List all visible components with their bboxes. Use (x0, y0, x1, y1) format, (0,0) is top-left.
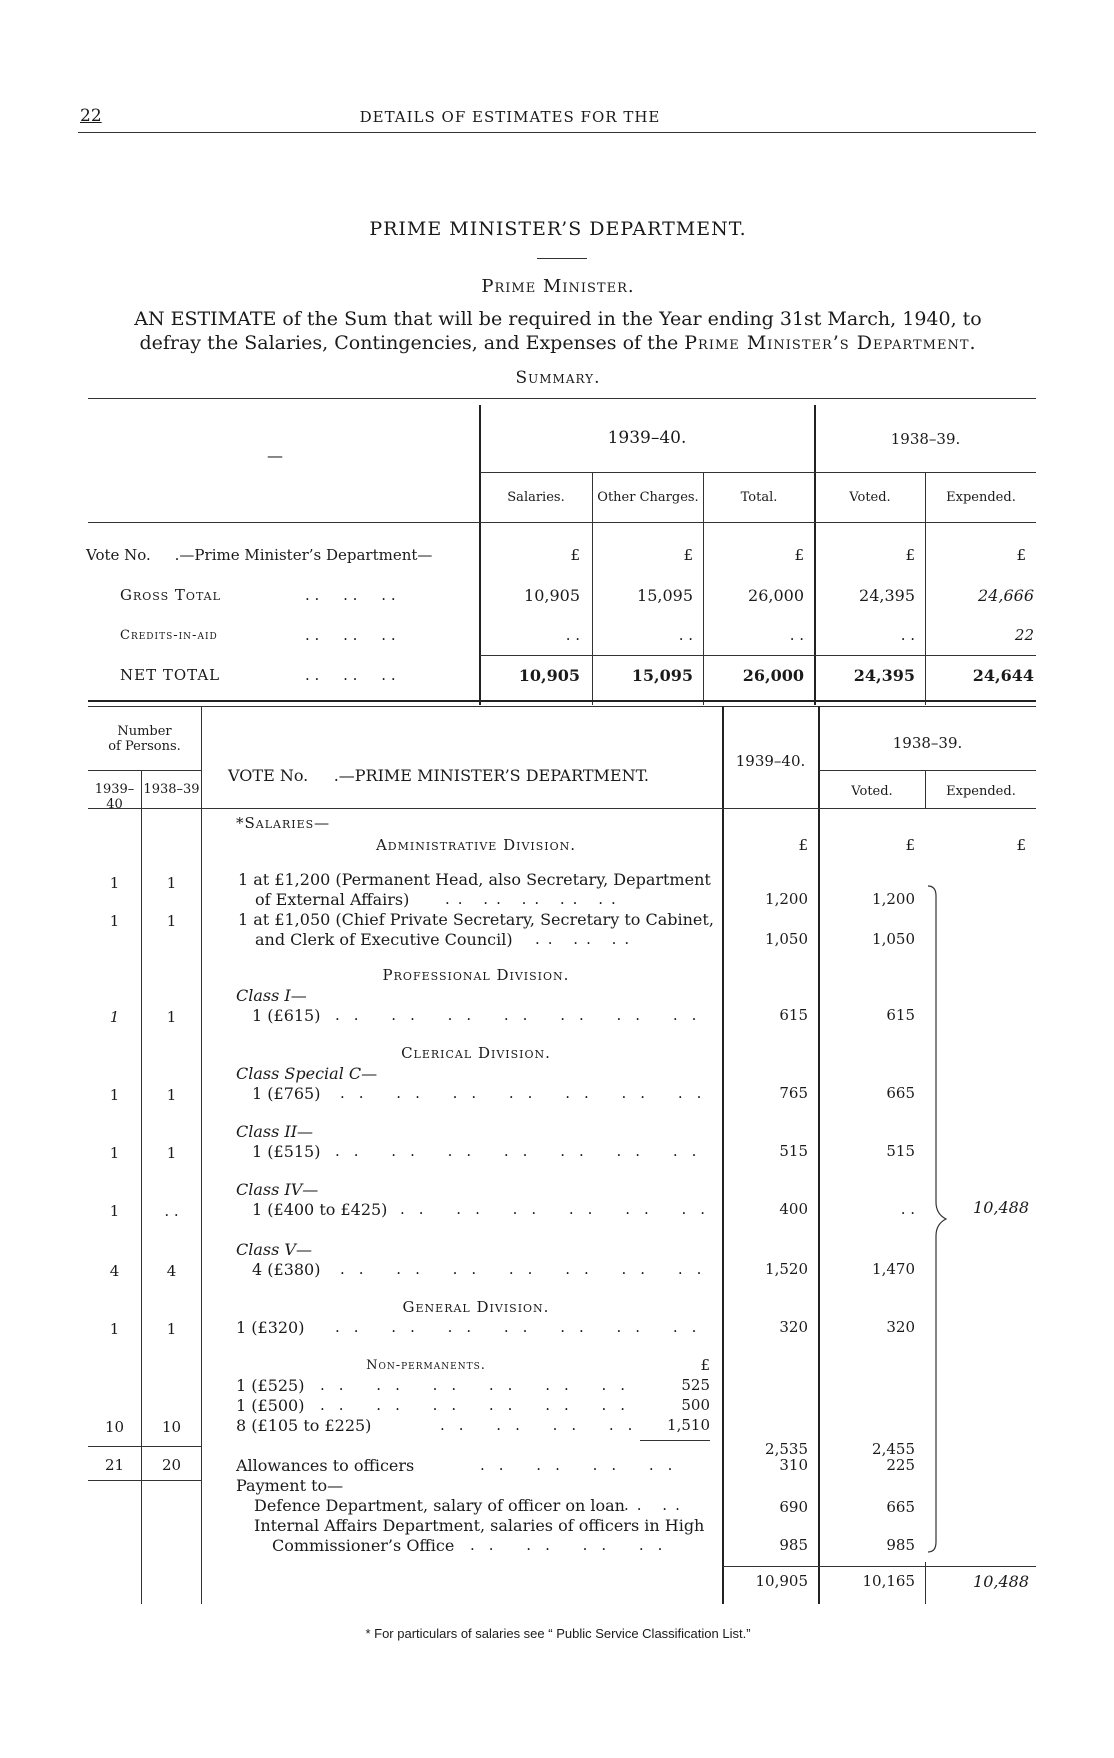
amount-defence-current: 690 (779, 1498, 808, 1516)
summary-year-rule (480, 472, 1036, 473)
class-v-item: 4 (£380) (252, 1260, 321, 1279)
amount-total-expended: 10,488 (973, 1572, 1029, 1591)
internal-leader: .. .. .. .. (470, 1536, 677, 1554)
detail-col-expended: Expended. (946, 784, 1016, 799)
class-iv-label: Class IV— (236, 1180, 319, 1199)
gross-total-dots: . . . . . . (305, 586, 396, 604)
net-total-dots: . . . . . . (305, 666, 396, 684)
np-item-1-leader: .. .. .. .. .. .. (320, 1376, 640, 1394)
summary-vote-label: Vote No. .—Prime Minister’s Department— (86, 546, 433, 564)
gross-other: 15,095 (637, 586, 693, 605)
amount-total-current: 10,905 (755, 1572, 808, 1590)
title-rule (537, 258, 587, 259)
class-special-c-item: 1 (£765) (252, 1084, 321, 1103)
totals-rule (723, 1566, 1036, 1567)
credits-label: Credits-in-aid (120, 628, 218, 643)
general-division: General Division. (402, 1298, 550, 1316)
persons-class-special-c-1938: 1 (166, 1086, 177, 1104)
net-expended: 24,644 (972, 666, 1034, 685)
summary-col-other: Other Charges. (597, 490, 699, 505)
number-of-persons-header: Number of Persons. (108, 724, 181, 754)
amount-total-voted: 10,165 (862, 1572, 915, 1590)
persons-np-1938: 10 (161, 1418, 182, 1436)
gross-voted: 24,395 (859, 586, 915, 605)
summary-col-total: Total. (740, 490, 778, 505)
persons-class-ii-1939: 1 (109, 1144, 120, 1162)
persons-admin1-1938: 1 (166, 874, 177, 892)
summary-dash: — (267, 446, 283, 465)
footnote: * For particulars of salaries see “ Public Service Classification List.” (365, 1626, 751, 1641)
persons-general-1939: 1 (109, 1320, 120, 1338)
class-special-c-leader: .. .. .. .. .. .. .. (340, 1084, 716, 1102)
summary-net-rule (480, 655, 1036, 656)
amount-admin2-voted: 1,050 (872, 930, 915, 948)
detail-vline-persons (201, 706, 202, 1604)
subtitle: Prime Minister. (481, 276, 635, 297)
internal-line-1: Internal Affairs Department, salaries of officers in High (254, 1516, 705, 1535)
clerical-division: Clerical Division. (401, 1044, 551, 1062)
amount-class-ii-voted: 515 (886, 1142, 915, 1160)
persons-total-1939: 21 (104, 1456, 125, 1474)
class-i-item: 1 (£615) (252, 1006, 321, 1025)
persons-admin2-1938: 1 (166, 912, 177, 930)
summary-pound-other: £ (683, 546, 693, 564)
admin-line-1a: 1 at £1,200 (Permanent Head, also Secretary, Department (238, 870, 711, 889)
amount-class-v-current: 1,520 (765, 1260, 808, 1278)
detail-year-prev: 1938–39. (892, 734, 963, 752)
persons-class-iv-1938: . . (164, 1202, 179, 1220)
expended-brace-icon (924, 884, 954, 1554)
detail-vline-persons-mid (141, 770, 142, 1604)
credits-salaries: . . (565, 626, 580, 644)
general-leader: .. .. .. .. .. .. .. (335, 1318, 711, 1336)
np-item-2: 1 (£500) (236, 1396, 305, 1415)
persons-class-v-1939: 4 (109, 1262, 120, 1280)
summary-col-expended: Expended. (946, 490, 1016, 505)
persons-total-rule-top (88, 1446, 201, 1447)
amount-class-v-voted: 1,470 (872, 1260, 915, 1278)
page-number: 22 (80, 106, 102, 126)
class-v-label: Class V— (236, 1240, 312, 1259)
summary-pound-voted: £ (905, 546, 915, 564)
gross-total-label: Gross Total (120, 586, 221, 604)
summary-pound-salaries: £ (570, 546, 580, 564)
pound-current: £ (798, 836, 808, 854)
amount-defence-voted: 665 (886, 1498, 915, 1516)
np-item-1: 1 (£525) (236, 1376, 305, 1395)
persons-class-ii-1938: 1 (166, 1144, 177, 1162)
amount-class-i-current: 615 (779, 1006, 808, 1024)
amount-class-iv-voted: . . (900, 1200, 915, 1218)
admin-line-1b: of External Affairs) (255, 890, 410, 909)
credits-voted: . . (900, 626, 915, 644)
detail-head-rule (88, 808, 1036, 809)
amount-admin1-voted: 1,200 (872, 890, 915, 908)
header-rule (78, 132, 1036, 133)
amount-admin2-current: 1,050 (765, 930, 808, 948)
amount-general-voted: 320 (886, 1318, 915, 1336)
non-permanents: Non-permanents. (366, 1358, 486, 1373)
detail-year-current: 1939–40. (735, 752, 806, 770)
amount-class-special-c-current: 765 (779, 1084, 808, 1102)
summary-pound-expended: £ (1016, 546, 1026, 564)
vote-heading: VOTE No. .—PRIME MINISTER’S DEPARTMENT. (228, 766, 649, 785)
np-item-2-leader: .. .. .. .. .. .. (320, 1396, 640, 1414)
net-other: 15,095 (631, 666, 693, 685)
amount-np-voted: 2,455 (872, 1440, 915, 1458)
persons-head-rule (88, 770, 201, 771)
amount-np-current: 2,535 (765, 1440, 808, 1458)
summary-col-voted: Voted. (849, 490, 891, 505)
persons-class-v-1938: 4 (166, 1262, 177, 1280)
class-i-leader: .. .. .. .. .. .. .. (335, 1006, 711, 1024)
class-i-label: Class I— (236, 986, 307, 1005)
professional-division: Professional Division. (382, 966, 570, 984)
summary-label: Summary. (515, 368, 601, 388)
summary-pound-total: £ (794, 546, 804, 564)
prev-year-head-rule (819, 770, 1036, 771)
credits-expended: 22 (1014, 626, 1034, 644)
np-pound: £ (700, 1356, 710, 1374)
class-v-leader: .. .. .. .. .. .. .. (340, 1260, 716, 1278)
credits-other: . . (678, 626, 693, 644)
np-subtotal-rule (640, 1440, 710, 1441)
persons-1938-header: 1938–39 (143, 782, 200, 797)
persons-total-1938: 20 (161, 1456, 182, 1474)
persons-class-iv-1939: 1 (109, 1202, 120, 1220)
salaries-heading: *Salaries— (236, 814, 331, 832)
class-ii-label: Class II— (236, 1122, 314, 1141)
internal-line-2: Commissioner’s Office (272, 1536, 455, 1555)
detail-col-voted: Voted. (851, 784, 893, 799)
allowances-leader: .. .. .. .. (480, 1456, 687, 1474)
credits-total: . . (789, 626, 804, 644)
persons-admin2-1939: 1 (109, 912, 120, 930)
gross-expended: 24,666 (978, 586, 1034, 605)
persons-total-rule-bottom (88, 1480, 201, 1481)
persons-np-1939: 10 (104, 1418, 125, 1436)
net-total-label: NET TOTAL (120, 666, 221, 684)
gross-total: 26,000 (748, 586, 804, 605)
amount-class-i-voted: 615 (886, 1006, 915, 1024)
amount-admin1-current: 1,200 (765, 890, 808, 908)
estimate-line-2-prefix: defray the Salaries, Contingencies, and Expenses of the (139, 332, 685, 354)
running-title: DETAILS OF ESTIMATES FOR THE (359, 108, 661, 126)
amount-class-ii-current: 515 (779, 1142, 808, 1160)
amount-allowances-current: 310 (779, 1456, 808, 1474)
summary-head-rule (88, 522, 1036, 523)
amount-general-current: 320 (779, 1318, 808, 1336)
detail-top-rule (88, 706, 1036, 707)
amount-class-special-c-voted: 665 (886, 1084, 915, 1102)
persons-class-special-c-1939: 1 (109, 1086, 120, 1104)
admin-line-2a: 1 at £1,050 (Chief Private Secretary, Secretary to Cabinet, (238, 910, 714, 929)
admin-line-2b: and Clerk of Executive Council) (255, 930, 513, 949)
np-amount-2: 500 (681, 1396, 710, 1414)
admin-division: Administrative Division. (375, 836, 577, 854)
amount-internal-current: 985 (779, 1536, 808, 1554)
amount-allowances-voted: 225 (886, 1456, 915, 1474)
defence-line: Defence Department, salary of officer on loan (254, 1496, 625, 1515)
amount-internal-voted: 985 (886, 1536, 915, 1554)
net-voted: 24,395 (853, 666, 915, 685)
persons-class-i-1939: 1 (109, 1008, 120, 1026)
summary-col-salaries: Salaries. (507, 490, 565, 505)
amount-class-iv-current: 400 (779, 1200, 808, 1218)
allowances-label: Allowances to officers (236, 1456, 415, 1475)
department-title: PRIME MINISTER’S DEPARTMENT. (369, 218, 747, 240)
summary-bottom-rule (88, 700, 1036, 702)
class-ii-item: 1 (£515) (252, 1142, 321, 1161)
persons-class-i-1938: 1 (166, 1008, 177, 1026)
estimate-line-2-dept: Prime Minister’s Department. (684, 332, 977, 354)
expended-bracket-total: 10,488 (973, 1198, 1029, 1217)
pound-expended: £ (1016, 836, 1026, 854)
class-ii-leader: .. .. .. .. .. .. .. (335, 1142, 711, 1160)
estimate-line-2 (80, 332, 1036, 354)
gross-salaries: 10,905 (524, 586, 580, 605)
np-amount-3: 1,510 (667, 1416, 710, 1434)
admin-line-1-leader: .. .. .. .. .. (445, 890, 624, 908)
estimate-line-1: AN ESTIMATE of the Sum that will be required in the Year ending 31st March, 1940, to (134, 308, 982, 330)
admin-line-2-leader: .. .. .. (535, 930, 638, 948)
class-iv-leader: .. .. .. .. .. .. (400, 1200, 720, 1218)
defence-leader: .. .. (624, 1496, 688, 1514)
summary-year-prev: 1938–39. (890, 430, 961, 448)
np-item-3: 8 (£105 to £225) (236, 1416, 372, 1435)
pound-voted: £ (905, 836, 915, 854)
persons-general-1938: 1 (166, 1320, 177, 1338)
np-item-3-leader: .. .. .. .. (440, 1416, 647, 1434)
payment-to-label: Payment to— (236, 1476, 344, 1495)
net-salaries: 10,905 (518, 666, 580, 685)
general-item: 1 (£320) (236, 1318, 305, 1337)
persons-admin1-1939: 1 (109, 874, 120, 892)
summary-top-rule (88, 398, 1036, 399)
class-special-c-label: Class Special C— (236, 1064, 378, 1083)
summary-year-current: 1939–40. (607, 428, 687, 448)
credits-dots: . . . . . . (305, 626, 396, 644)
class-iv-item: 1 (£400 to £425) (252, 1200, 388, 1219)
net-total: 26,000 (742, 666, 804, 685)
np-amount-1: 525 (681, 1376, 710, 1394)
persons-1939-header: 1939–40 (94, 782, 135, 812)
